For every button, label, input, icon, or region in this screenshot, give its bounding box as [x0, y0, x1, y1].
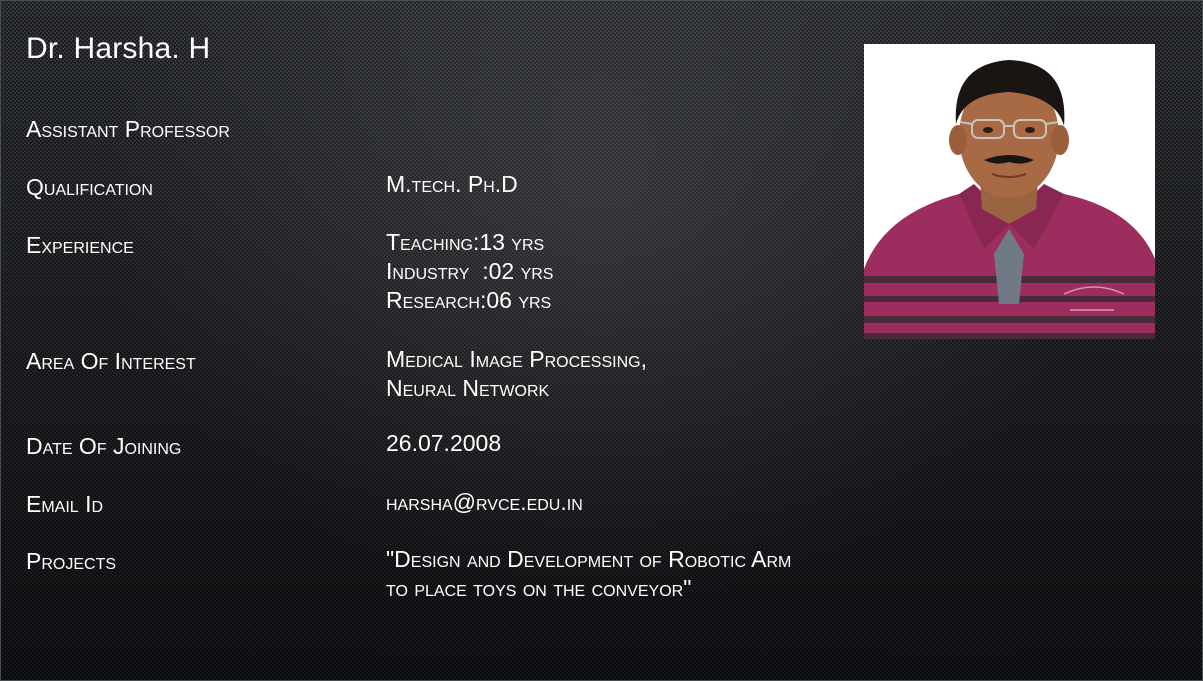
email-label: Email Id — [26, 491, 104, 517]
date-of-joining-value — [386, 429, 501, 458]
date-of-joining-label: Date Of Joining — [26, 433, 182, 459]
project-line-2: to place toys on the conveyor" — [386, 575, 692, 601]
experience-label: Experience — [26, 232, 134, 258]
experience-values — [386, 228, 553, 315]
interest-line-2: Neural Network — [386, 375, 550, 401]
experience-teaching: Teaching:13 yrs — [386, 229, 545, 255]
experience-research: Research:06 yrs — [386, 287, 552, 313]
email-value — [386, 488, 583, 517]
area-of-interest-values — [386, 345, 647, 403]
qualification-text: M.tech. Ph.D — [386, 171, 518, 197]
faculty-photo — [864, 44, 1155, 339]
area-of-interest-label: Area Of Interest — [26, 348, 196, 374]
projects-label: Projects — [26, 548, 117, 574]
portrait-illustration — [864, 44, 1155, 339]
email-address: harsha@rvce.edu.in — [386, 489, 583, 515]
faculty-name: Dr. Harsha. H — [26, 32, 211, 65]
experience-industry: Industry :02 yrs — [386, 258, 554, 284]
projects-values — [386, 545, 791, 603]
interest-line-1: Medical Image Processing, — [386, 346, 647, 372]
designation: Assistant Professor — [26, 116, 230, 142]
project-line-1: "Design and Development of Robotic Arm — [386, 546, 792, 572]
qualification-value — [386, 170, 518, 199]
joining-date: 26.07.2008 — [386, 430, 502, 456]
qualification-label: Qualification — [26, 174, 153, 200]
